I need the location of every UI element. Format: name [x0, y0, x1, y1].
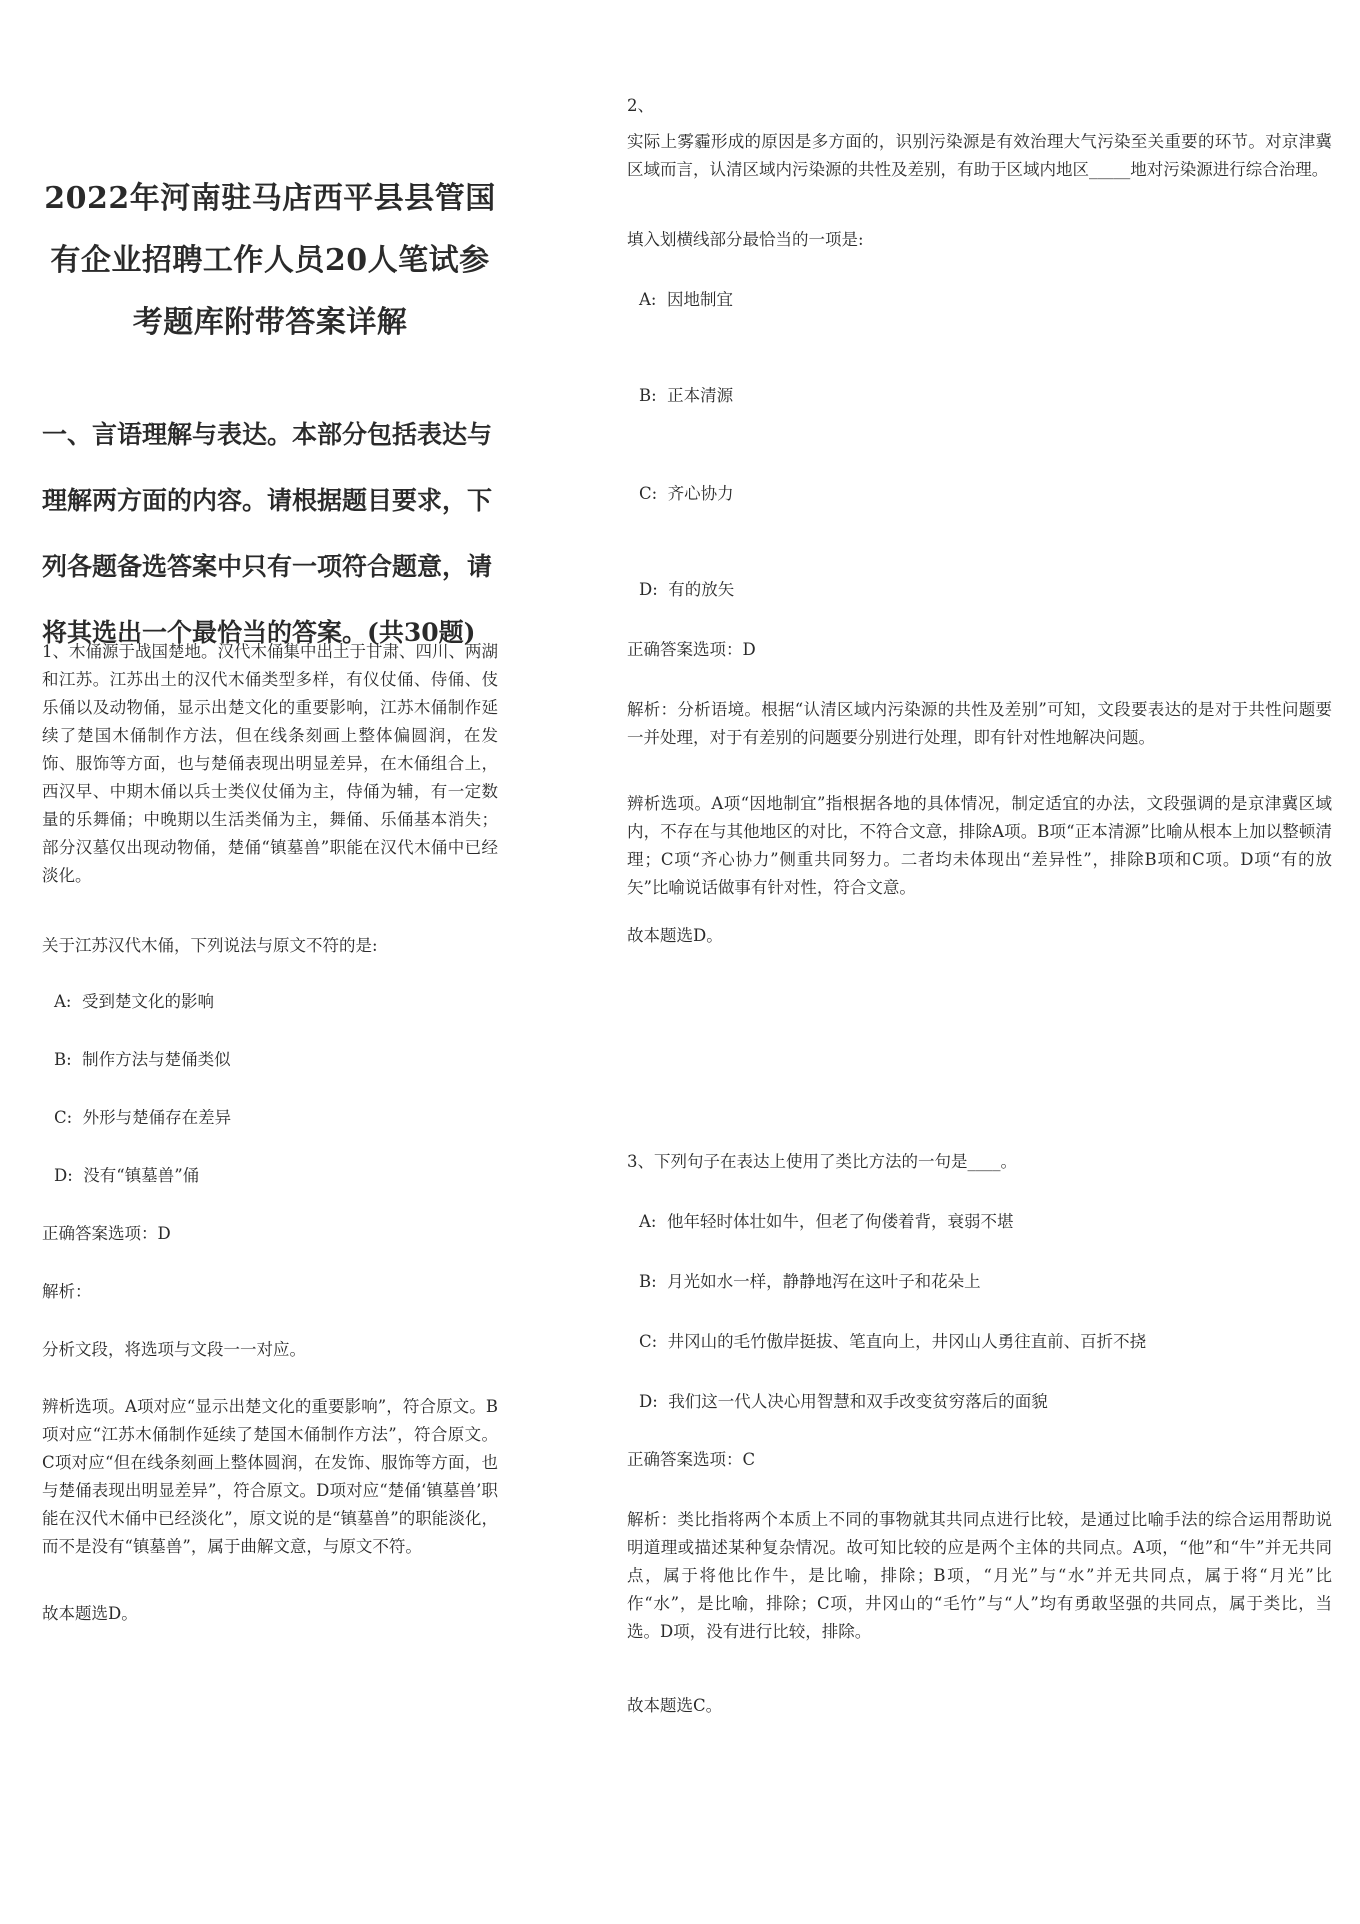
q2-number: 2、: [627, 96, 654, 115]
q1-analysis-step2: 辨析选项。A项对应“显示出楚文化的重要影响”，符合原文。B项对应“江苏木俑制作延续了楚国木俑制作方法”，符合原文。C项对应“但在线条刻画上整体圆润，在发饰、服饰等方面，也与楚俑表现出明显差异”，符合原文。D项对应“楚俑‘镇墓兽’职能在汉代木俑中已经淡化”，原文说的是“镇墓兽”的职能淡化，而不是没有“镇墓兽”，属于曲解文意，与原文不符。: [42, 1397, 498, 1556]
q2-analysis-2: 辨析选项。A项“因地制宜”指根据各地的具体情况，制定适宜的办法，文段强调的是京津冀区域内，不存在与其他地区的对比，不符合文意，排除A项。B项“正本清源”比喻从根本上加以整顿清理；C项“齐心协力”侧重共同努力。二者均未体现出“差异性”，排除B项和C项。D项“有的放矢”比喻说话做事有针对性，符合文意。: [627, 794, 1332, 897]
q3-answer: 正确答案选项：C: [627, 1450, 756, 1469]
q1-analysis-step1: 分析文段，将选项与文段一一对应。: [42, 1340, 306, 1359]
q1-option-a: A: 受到楚文化的影响: [54, 992, 214, 1011]
q3-analysis: 解析：类比指将两个本质上不同的事物就其共同点进行比较，是通过比喻手法的综合运用帮助说明道理或描述某种复杂情况。故可知比较的应是两个主体的共同点。A项，“他”和“牛”并无共同点，属于将他比作牛，是比喻，排除；B项，“月光”与“水”并无共同点，属于将“月光”比作“水”，是比喻，排除；C项，井冈山的“毛竹”与“人”均有勇敢坚强的共同点，属于类比，当选。D项，没有进行比较，排除。: [627, 1510, 1332, 1641]
q1-option-b: B: 制作方法与楚俑类似: [54, 1050, 231, 1069]
q3-option-b: B: 月光如水一样，静静地泻在这叶子和花朵上: [639, 1272, 981, 1291]
q3-option-d: D: 我们这一代人决心用智慧和双手改变贫穷落后的面貌: [639, 1392, 1048, 1411]
q2-option-a: A: 因地制宜: [639, 290, 733, 309]
section-heading: 一、言语理解与表达。本部分包括表达与理解两方面的内容。请根据题目要求，下列各题备选答案中只有一项符合题意，请将其选出一个最恰当的答案。(共30题): [42, 420, 493, 647]
q3-option-c: C: 井冈山的毛竹傲岸挺拔、笔直向上，井冈山人勇往直前、百折不挠: [639, 1332, 1147, 1351]
q3-conclusion: 故本题选C。: [627, 1696, 723, 1715]
q1-passage: 1、木俑源于战国楚地。汉代木俑集中出土于甘肃、四川、两湖和江苏。江苏出土的汉代木俑类型多样，有仪仗俑、侍俑、伎乐俑以及动物俑，显示出楚文化的重要影响，江苏木俑制作延续了楚国木俑制作方法，但在线条刻画上整体偏圆润，在发饰、服饰等方面，也与楚俑表现出明显差异，在木俑组合上，西汉早、中期木俑以兵士类仪仗俑为主，侍俑为辅，有一定数量的乐舞俑；中晚期以生活类俑为主，舞俑、乐俑基本消失；部分汉墓仅出现动物俑，楚俑“镇墓兽”职能在汉代木俑中已经淡化。: [42, 642, 498, 885]
q2-passage: 实际上雾霾形成的原因是多方面的，识别污染源是有效治理大气污染至关重要的环节。对京津冀区域而言，认清区域内污染源的共性及差别，有助于区域内地区_____地对污染源进行综合治理。: [627, 132, 1332, 179]
q2-conclusion: 故本题选D。: [627, 926, 723, 945]
q2-question: 填入划横线部分最恰当的一项是:: [627, 230, 864, 249]
q2-option-c: C: 齐心协力: [639, 484, 734, 503]
q2-analysis-1: 解析：分析语境。根据“认清区域内污染源的共性及差别”可知，文段要表达的是对于共性问题要一并处理，对于有差别的问题要分别进行处理，即有针对性地解决问题。: [627, 700, 1332, 747]
q2-option-d: D: 有的放矢: [639, 580, 735, 599]
document-title: 2022年河南驻马店西平县县管国有企业招聘工作人员20人笔试参考题库附带答案详解: [44, 181, 496, 340]
q1-option-c: C: 外形与楚俑存在差异: [54, 1108, 232, 1127]
q1-question: 关于江苏汉代木俑，下列说法与原文不符的是:: [42, 936, 378, 955]
q2-answer: 正确答案选项：D: [627, 640, 756, 659]
q1-option-d: D: 没有“镇墓兽”俑: [54, 1166, 200, 1185]
q1-conclusion: 故本题选D。: [42, 1604, 138, 1623]
q1-answer: 正确答案选项：D: [42, 1224, 171, 1243]
q3-question: 3、下列句子在表达上使用了类比方法的一句是____。: [627, 1152, 1017, 1171]
q2-option-b: B: 正本清源: [639, 386, 734, 405]
q1-analysis-label: 解析：: [42, 1282, 92, 1301]
q3-option-a: A: 他年轻时体壮如牛，但老了佝偻着背，衰弱不堪: [639, 1212, 1014, 1231]
